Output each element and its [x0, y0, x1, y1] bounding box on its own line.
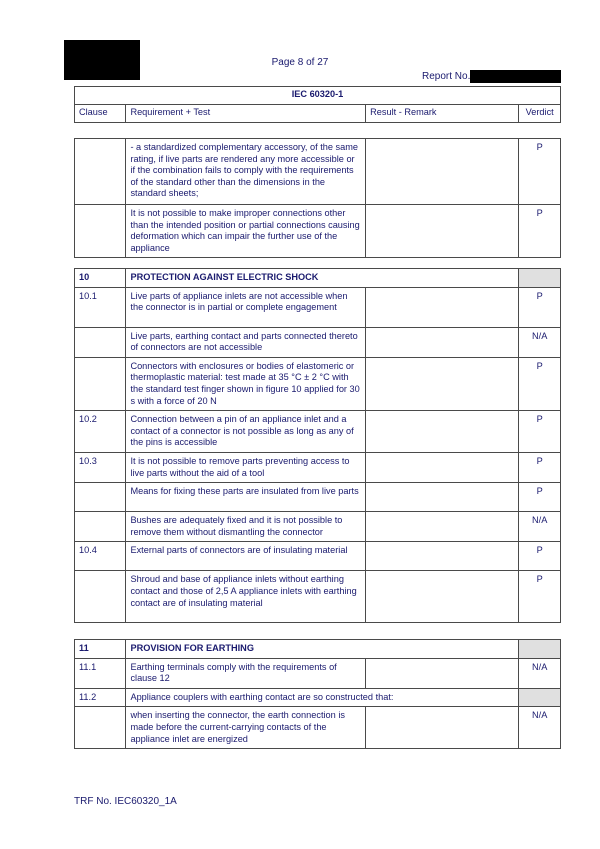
- requirement-cell: Means for fixing these parts are insulated from live parts: [126, 483, 366, 512]
- verdict-cell: P: [519, 452, 561, 482]
- table-row: [75, 327, 561, 357]
- remark-cell: [366, 357, 519, 410]
- verdict-cell: P: [519, 139, 561, 205]
- clause-cell: [75, 357, 126, 410]
- remark-cell: [366, 411, 519, 453]
- header-table: [74, 86, 561, 123]
- remark-cell: [366, 658, 519, 688]
- clause-cell: [75, 483, 126, 512]
- col-header-verdict: Verdict: [519, 105, 561, 123]
- report-number-redacted: [470, 70, 561, 83]
- table-row: [75, 411, 561, 453]
- col-header-clause: Clause: [75, 105, 126, 123]
- verdict-cell: P: [519, 357, 561, 410]
- clause-cell: [75, 571, 126, 623]
- verdict-cell: P: [519, 483, 561, 512]
- verdict-cell: N/A: [519, 512, 561, 542]
- remark-cell: [366, 452, 519, 482]
- clause-cell: [75, 139, 126, 205]
- clause-cell: 11.1: [75, 658, 126, 688]
- requirement-cell: Earthing terminals comply with the requirements of clause 12: [126, 658, 366, 688]
- section-10-table: [74, 268, 561, 623]
- table-row: [75, 688, 561, 707]
- section-title: PROVISION FOR EARTHING: [126, 640, 519, 659]
- table-row: [75, 542, 561, 571]
- requirement-cell: Shroud and base of appliance inlets without earthing contact and those of 2,5 A appliance inlets with earthing contact are of insulating material: [126, 571, 366, 623]
- table-row: [75, 512, 561, 542]
- table-row: [75, 707, 561, 749]
- remark-cell: [366, 205, 519, 258]
- clause-cell: [75, 707, 126, 749]
- clause-cell: 10.4: [75, 542, 126, 571]
- section-header-row: [75, 269, 561, 288]
- trf-number: TRF No. IEC60320_1A: [74, 796, 177, 807]
- verdict-cell: P: [519, 542, 561, 571]
- requirement-cell: It is not possible to remove parts preventing access to live parts without the aid of a tool: [126, 452, 366, 482]
- table-row: [75, 139, 561, 205]
- requirement-cell: External parts of connectors are of insulating material: [126, 542, 366, 571]
- remark-cell: [366, 139, 519, 205]
- clause-cell: 10.2: [75, 411, 126, 453]
- remark-cell: [366, 571, 519, 623]
- continuation-table: [74, 138, 561, 258]
- requirement-cell: when inserting the connector, the earth connection is made before the current-carrying contacts of the appliance inlet are energized: [126, 707, 366, 749]
- clause-cell: [75, 205, 126, 258]
- table-row: [75, 205, 561, 258]
- clause-cell: 11.2: [75, 688, 126, 707]
- table-row: [75, 287, 561, 327]
- clause-cell: [75, 327, 126, 357]
- col-header-requirement: Requirement + Test: [126, 105, 366, 123]
- section-verdict-empty: [519, 640, 561, 659]
- verdict-cell: N/A: [519, 707, 561, 749]
- remark-cell: [366, 327, 519, 357]
- requirement-cell: Appliance couplers with earthing contact are so constructed that:: [126, 688, 519, 707]
- section-number: 10: [75, 269, 126, 288]
- clause-cell: 10.3: [75, 452, 126, 482]
- section-verdict-empty: [519, 269, 561, 288]
- clause-cell: [75, 512, 126, 542]
- remark-cell: [366, 287, 519, 327]
- table-row: [75, 658, 561, 688]
- requirement-cell: - a standardized complementary accessory, of the same rating, if live parts are rendered any more accessible or if the combination fails to comply with the requirements of the standard other than the dimensions in the standard sheets;: [126, 139, 366, 205]
- verdict-cell: P: [519, 571, 561, 623]
- verdict-cell-empty: [519, 688, 561, 707]
- verdict-cell: P: [519, 287, 561, 327]
- table-row: [75, 483, 561, 512]
- col-header-remark: Result - Remark: [366, 105, 519, 123]
- remark-cell: [366, 512, 519, 542]
- page-number: Page 8 of 27: [271, 57, 329, 68]
- table-row: [75, 357, 561, 410]
- standard-title: IEC 60320-1: [75, 87, 561, 105]
- requirement-cell: Connection between a pin of an appliance inlet and a contact of a connector is not possible as long as any of the pins is accessible: [126, 411, 366, 453]
- section-number: 11: [75, 640, 126, 659]
- requirement-cell: Live parts of appliance inlets are not accessible when the connector is in partial or complete engagement: [126, 287, 366, 327]
- verdict-cell: N/A: [519, 327, 561, 357]
- remark-cell: [366, 542, 519, 571]
- verdict-cell: P: [519, 411, 561, 453]
- verdict-cell: N/A: [519, 658, 561, 688]
- remark-cell: [366, 707, 519, 749]
- section-header-row: [75, 640, 561, 659]
- requirement-cell: Bushes are adequately fixed and it is not possible to remove them without dismantling the connector: [126, 512, 366, 542]
- table-row: [75, 571, 561, 623]
- requirement-cell: Live parts, earthing contact and parts connected thereto of connectors are not accessible: [126, 327, 366, 357]
- remark-cell: [366, 483, 519, 512]
- requirement-cell: Connectors with enclosures or bodies of elastomeric or thermoplastic material: test made at 35 °C ± 2 °C with the standard test finger shown in figure 10 applied for 30 s with a force of 20 N: [126, 357, 366, 410]
- requirement-cell: It is not possible to make improper connections other than the intended position or partial connections causing deformation which can impair the further use of the appliance: [126, 205, 366, 258]
- section-title: PROTECTION AGAINST ELECTRIC SHOCK: [126, 269, 519, 288]
- table-row: [75, 452, 561, 482]
- clause-cell: 10.1: [75, 287, 126, 327]
- section-11-table: [74, 639, 561, 749]
- verdict-cell: P: [519, 205, 561, 258]
- report-number-label: Report No.: [422, 71, 471, 82]
